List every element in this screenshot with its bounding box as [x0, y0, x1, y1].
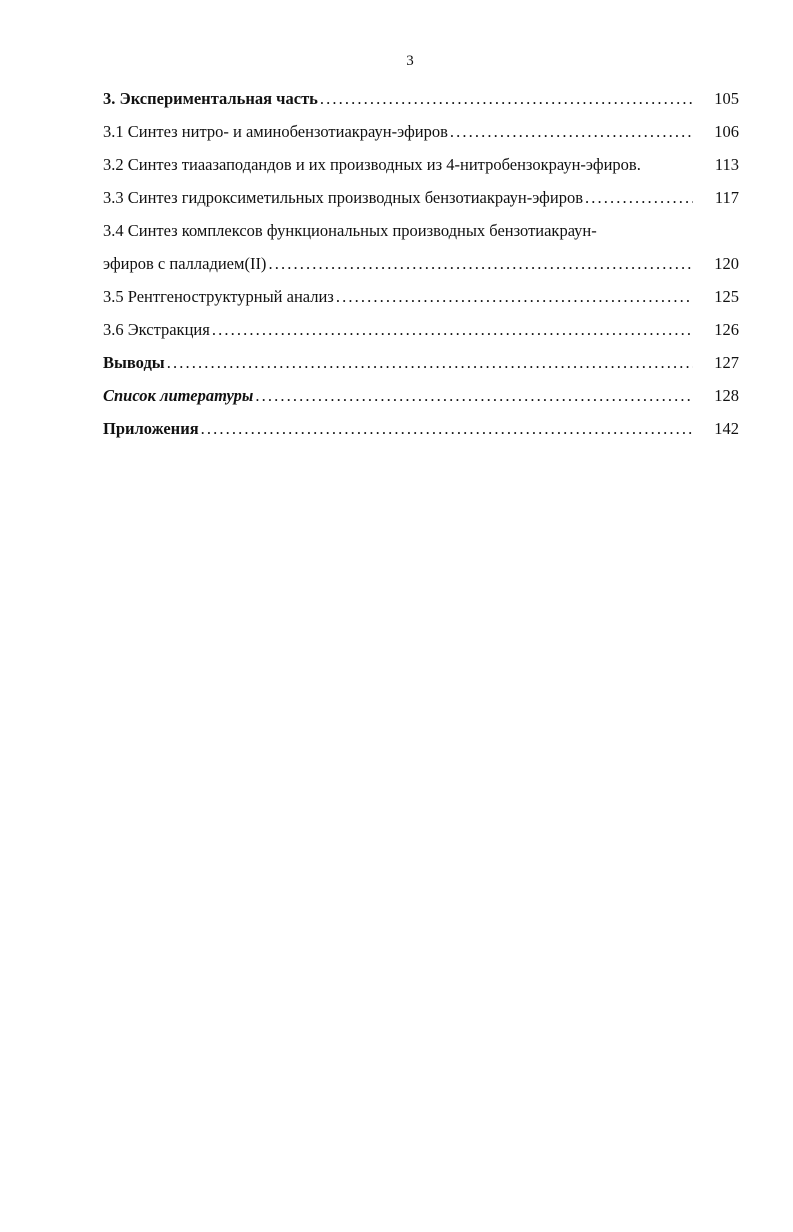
toc-entry-page: 106	[714, 122, 739, 141]
toc-entry-page: 125	[714, 287, 739, 306]
toc-entry-title: 3.4 Синтез комплексов функциональных производных бензотиакраун-	[103, 221, 597, 240]
toc-entry-page: 142	[714, 419, 739, 438]
toc-entry-title: 3.3 Синтез гидроксиметильных производных бензотиакраун-эфиров	[103, 188, 583, 207]
toc-entry-page: 127	[714, 353, 739, 372]
toc-entry-title: 3. Экспериментальная часть	[103, 89, 318, 108]
dot-leader	[585, 181, 693, 214]
toc-entry-3-2	[103, 148, 739, 181]
toc-entry-title: 3.2 Синтез тиаазаподандов и их производных из 4-нитробензокраун-эфиров.	[103, 155, 641, 174]
dot-leader	[320, 82, 693, 115]
toc-entry-conclusions	[103, 346, 739, 379]
toc-entry-appendices	[103, 412, 739, 445]
toc-entry-page: 117	[714, 188, 739, 207]
dot-leader	[212, 313, 693, 346]
dot-leader	[255, 379, 693, 412]
toc-entry-title: Приложения	[103, 419, 199, 438]
toc-entry-3-4-line-2	[103, 247, 739, 280]
page-number: 3	[406, 53, 414, 69]
toc-entry-title: 3.1 Синтез нитро- и аминобензотиакраун-эфиров	[103, 122, 448, 141]
toc-entry-references	[103, 379, 739, 412]
toc-entry-title: эфиров с палладием(II)	[103, 254, 267, 273]
dot-leader	[450, 115, 693, 148]
toc-entry-3-3	[103, 181, 739, 214]
dot-leader	[167, 346, 693, 379]
toc-entry-page: 105	[714, 89, 739, 108]
toc-entry-3-4-line-1	[103, 214, 739, 247]
toc-entry-page: 113	[714, 155, 739, 174]
dot-leader	[336, 280, 693, 313]
toc-entry-page: 128	[714, 386, 739, 405]
table-of-contents	[103, 82, 739, 445]
toc-entry-3-5	[103, 280, 739, 313]
dot-leader	[201, 412, 693, 445]
toc-entry-experimental	[103, 82, 739, 115]
toc-entry-page: 120	[714, 254, 739, 273]
toc-entry-title: 3.6 Экстракция	[103, 320, 210, 339]
toc-entry-title: 3.5 Рентгеноструктурный анализ	[103, 287, 334, 306]
toc-entry-title: Список литературы	[103, 386, 254, 405]
toc-entry-3-6	[103, 313, 739, 346]
toc-entry-page: 126	[714, 320, 739, 339]
dot-leader	[268, 247, 693, 280]
toc-entry-title: Выводы	[103, 353, 165, 372]
toc-entry-3-1	[103, 115, 739, 148]
